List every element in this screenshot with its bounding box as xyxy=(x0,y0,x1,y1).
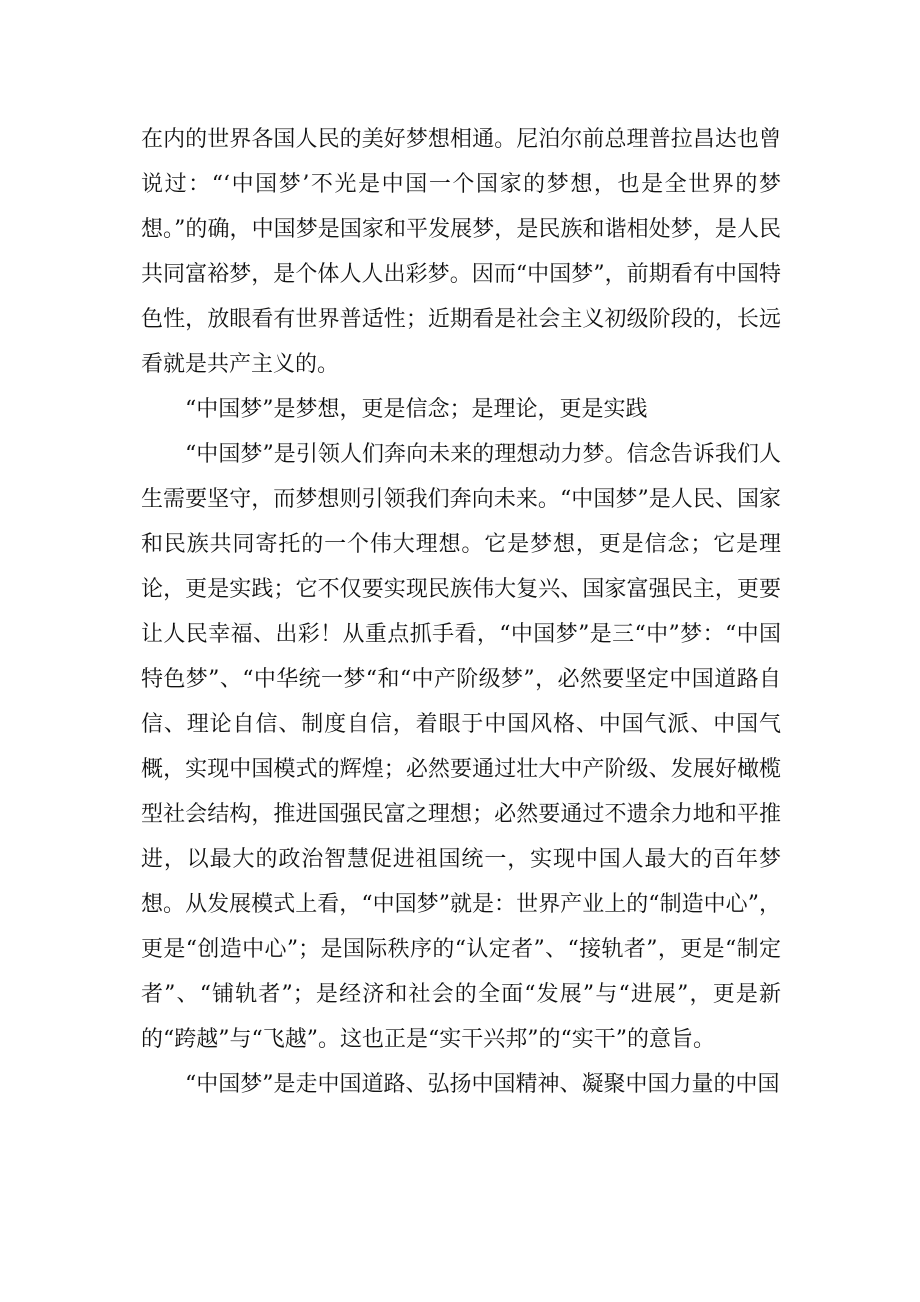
paragraph-1: 在内的世界各国人民的美好梦想相通。尼泊尔前总理普拉昌达也曾说过：“‘中国梦’不光是中国一个国家的梦想，也是全世界的梦想。”的确，中国梦是国家和平发展梦，是民族和谐相处梦，是人民共同富裕梦，是个体人人出彩梦。因而“中国梦”，前期看有中国特色性，放眼看有世界普适性；近期看是社会主义初级阶段的，长远看就是共产主义的。 xyxy=(141,127,781,377)
paragraph-3: “中国梦”是走中国道路、弘扬中国精神、凝聚中国力量的中国 xyxy=(185,1072,780,1097)
paragraph-2: “中国梦”是引领人们奔向未来的理想动力梦。信念告诉我们人生需要坚守，而梦想则引领我们奔向未来。“中国梦”是人民、国家和民族共同寄托的一个伟大理想。它是梦想，更是信念；它是理论，更是实践；它不仅要实现民族伟大复兴、国家富强民主，更要让人民幸福、出彩！从重点抓手看，“中国梦”是三“中”梦：“中国特色梦”、“中华统一梦“和“中产阶级梦”，必然要坚定中国道路自信、理论自信、制度自信，着眼于中国风格、中国气派、中国气概，实现中国模式的辉煌；必然要通过壮大中产阶级、发展好橄榄型社会结构，推进国强民富之理想；必然要通过不遗余力地和平推进，以最大的政治智慧促进祖国统一，实现中国人最大的百年梦想。从发展模式上看，“中国梦”就是：世界产业上的“制造中心”，更是“创造中心”；是国际秩序的“认定者”、“接轨者”，更是“制定者”、“铺轨者”；是经济和社会的全面“发展”与“进展”，更是新的“跨越”与“飞越”。这也正是“实干兴邦”的“实干”的意旨。 xyxy=(141,442,781,1052)
section-heading: “中国梦”是梦想，更是信念；是理论，更是实践 xyxy=(185,397,648,422)
document-body xyxy=(141,117,781,1107)
